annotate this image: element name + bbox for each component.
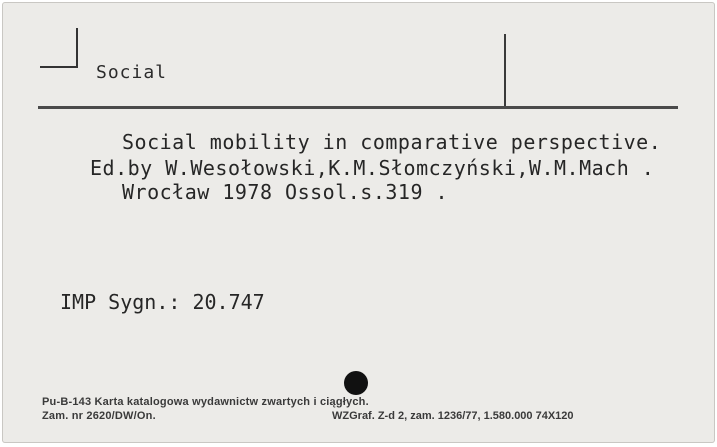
corner-mark-vertical [76,28,78,68]
corner-mark-horizontal [40,66,78,68]
vertical-rule [504,34,506,108]
call-number: IMP Sygn.: 20.747 [60,290,265,314]
entry-editors-line: Ed.by W.Wesołowski,K.M.Słomczyński,W.M.Mach . [90,156,655,180]
entry-title-line: Social mobility in comparative perspective. [122,130,662,154]
footer-line-2-right: WZGraf. Z-d 2, zam. 1236/77, 1.580.000 74X120 [332,410,574,422]
subject-heading: Social [96,62,168,83]
horizontal-rule [38,106,678,109]
footer-line-1: Pu-B-143 Karta katalogowa wydawnictw zwartych i ciągłych. [42,396,369,408]
catalog-card [2,2,715,443]
entry-imprint-line: Wrocław 1978 Ossol.s.319 . [122,180,449,204]
footer-line-2-left: Zam. nr 2620/DW/On. [42,410,156,422]
punch-hole [344,371,368,395]
